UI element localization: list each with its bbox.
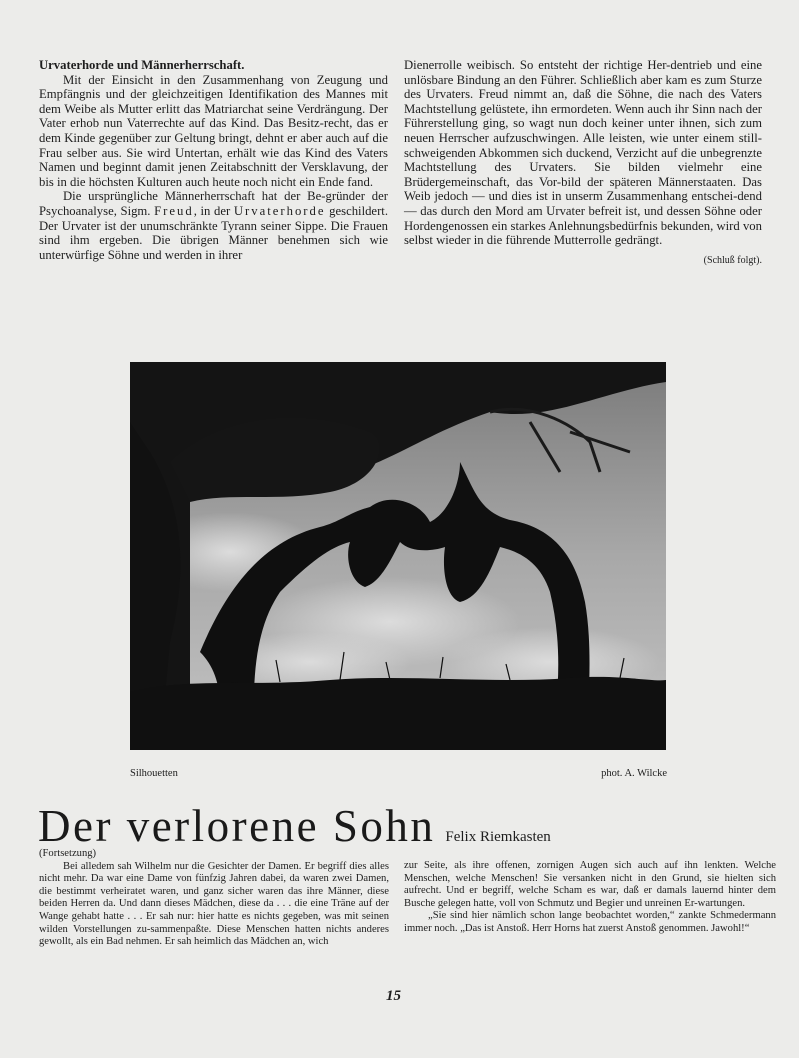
text-run: geschildert. Der Urvater ist der unumschränkte Tyrann seiner Sippe. Die Frauen sind ihm ergeben. Die übrigen Männer benehmen sich wie unterwürfige Söhne und werden in ihrer [39,203,388,262]
paragraph: Mit der Einsicht in den Zusammenhang von Zeugung und Empfängnis und der gleichzeitigen Identifikation des Mannes mit dem Weibe als Mutter erlitt das Matriarchat seine Verdrängung. Der Vater erhob nun Vaterrechte auf das Kind. Das Besitz-recht, das er dem Kinde gegenüber zur Geltung bringt, dehnt er aber auch auf die Frau selber aus. Sie wird Untertan, erhält wie das Kind des Vaters Namen und beginnt damit jenen Zeitabschnitt der Versklavung, der bis in die höchsten Kulturen auch heute noch nicht ein Ende fand. [39,72,388,189]
paragraph: Dienerrolle weibisch. So entsteht der richtige Her-dentrieb und eine unlösbare Bindung an den Führer. Schließlich aber kam es zum Sturze des Urvaters. Freud nimmt an, daß die Söhne, die nach des Vaters Machtstellung gelüstete, ihn ermordeten. Wenn auch ihr Sinn nach der Führerstellung ging, so wagt nun doch keiner unter ihnen, sich zum neuen Herrscher aufzuschwingen. Alle leisten, wie unter einem still-schweigenden Abkommen sich duckend, Verzicht auf die unbegrenzte Machtstellung des Urvaters. Sie bilden vielmehr eine Brüdergemeinschaft, das Vor-bild der späteren Männerstaaten. Das Weib jedoch — und dies ist in unserm Zusammenhang entschei-dend — das durch den Mord am Urvater befreit ist, und dessen Söhne oder Hordengenossen ein starkes Anlehnungsbedürfnis bekunden, wird von selbst wieder in die führende Mutterrolle gedrängt. [404,58,762,248]
top-article-right-column [404,58,762,278]
continuation-note: (Fortsetzung) [39,848,97,859]
silhouette-photograph [130,362,666,750]
photo-image [130,362,666,750]
photo-credit: phot. A. Wilcke [601,768,667,779]
closing-note: (Schluß folgt). [703,254,762,266]
emphasized-term: Urvaterhorde [233,203,326,218]
text-run: , in der [193,203,234,218]
top-article-left-column [39,58,388,262]
paragraph: zur Seite, als ihre offenen, zornigen Augen sich auch auf ihn lenkten. Welche Menschen, welche Menschen! Sie versanken nicht in den Grund, sie hielten sich aufrecht. Und er begriff, welche Scham es war, daß er damals lauernd hinter dem Busche gelegen hatte, voll von Schmutz und Begier und unreinen Er-wartungen. [404,860,776,909]
photo-caption: Silhouetten [130,768,178,779]
paragraph: „Sie sind hier nämlich schon lange beobachtet worden,“ zankte Schmedermann immer noch. „Das ist Anstoß. Herr Horns hat zuerst Anstoß genommen. Jawohl!“ [404,910,776,934]
story-right-column [404,860,776,936]
section-heading: Urvaterhorde und Männerherrschaft. [39,58,245,72]
paragraph [39,189,388,262]
story-author: Felix Riemkasten [445,829,551,845]
page-number: 15 [386,988,401,1004]
story-title: Der verlorene Sohn [38,801,436,851]
emphasized-name: Freud [154,203,194,218]
story-title-row [38,800,551,852]
text-run: Die ursprüngliche Männerherrschaft hat der Be-gründer der Psychoanalyse, Sigm. [39,189,388,218]
story-left-column [39,848,389,949]
paragraph: Bei alledem sah Wilhelm nur die Gesichter der Damen. Er begriff dies alles nicht mehr. Da war eine Dame von fünfzig Jahren dabei, da waren zwei Damen, die bestimmt verheiratet waren, und ganz sicher waren das ihre Männer, diese beiden Herren da. Und dann dieses Mädchen, diese da . . . die eine Träne auf der Wange gehabt hatte . . . Er sah nur: hier hatte es nichts gegeben, was mit seinen wilden Vorstellungen zu-sammenpaßte. Diese Menschen hatten nichts anderes gewollt, als ein Bad nehmen. Er sah heimlich das Mädchen an, wich [39,860,389,948]
